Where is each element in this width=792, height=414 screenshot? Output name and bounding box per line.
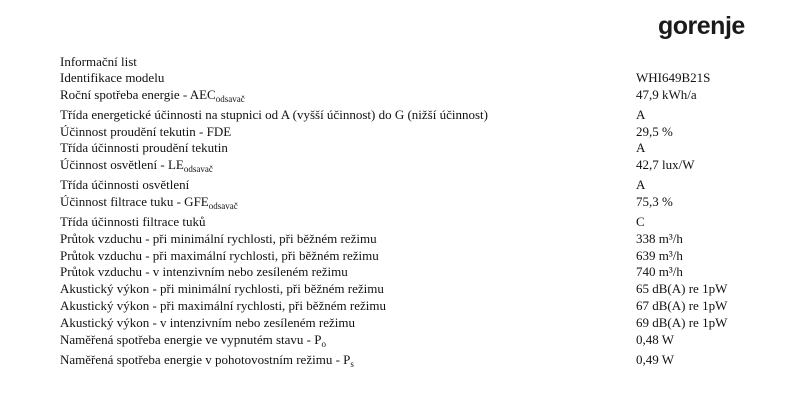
row-label: Naměřená spotřeba energie ve vypnutém stavu - $P_o$ [60, 331, 326, 349]
row-label: Účinnost proudění tekutin - FDE [60, 123, 232, 139]
sheet-title-row [60, 54, 760, 70]
table-row [60, 87, 760, 107]
row-label-subscript: odsavač [208, 200, 238, 211]
row-value: 29,5 % [636, 123, 673, 139]
row-value: 47,9 kWh/a [636, 86, 697, 102]
row-label: Průtok vzduchu - při minimální rychlosti, při běžném režimu [60, 230, 377, 246]
sheet-title: Informační list [60, 54, 137, 69]
table-row [60, 194, 760, 214]
row-label: Roční spotřeba energie - $AEC_{odsavač}$ [60, 86, 245, 104]
row-value: A [636, 140, 646, 156]
table-row [60, 352, 760, 372]
row-label: Třída účinnosti proudění tekutin [60, 140, 228, 156]
row-value: 639 m³/h [636, 247, 683, 263]
table-row [60, 298, 760, 315]
row-label: Třída energetické účinnosti na stupnici od A (vyšší účinnost) do G (nižší účinnost) [60, 106, 488, 122]
row-value: 0,49 W [636, 351, 675, 367]
row-label: Průtok vzduchu - při maximální rychlosti, při běžném režimu [60, 247, 379, 263]
information-sheet [60, 54, 760, 372]
table-row [60, 315, 760, 332]
row-value: 67 dB(A) re 1pW [636, 297, 728, 313]
row-value: 740 m³/h [636, 264, 683, 280]
row-value: A [636, 177, 646, 193]
row-label: Účinnost osvětlení - $LE_{odsavač}$ [60, 157, 213, 175]
row-label: Třída účinnosti filtrace tuků [60, 213, 206, 229]
row-label-subscript: odsavač [215, 93, 245, 104]
row-value: 75,3 % [636, 193, 673, 209]
row-label-subscript: s [350, 358, 354, 369]
table-row [60, 332, 760, 352]
table-row [60, 214, 760, 231]
row-label: Akustický výkon - při maximální rychlosti, při běžném režimu [60, 297, 387, 313]
table-row [60, 107, 760, 124]
row-value: C [636, 213, 645, 229]
table-row [60, 140, 760, 157]
row-label: Průtok vzduchu - v intenzivním nebo zesíleném režimu [60, 264, 348, 280]
row-label: Akustický výkon - v intenzivním nebo zesíleném režimu [60, 314, 355, 330]
row-label: Účinnost filtrace tuku - $GFE_{odsavač}$ [60, 193, 238, 211]
row-label-subscript: o [321, 338, 326, 349]
row-value: 338 m³/h [636, 230, 683, 246]
row-label: Akustický výkon - při minimální rychlosti, při běžném režimu [60, 281, 384, 297]
row-value: 69 dB(A) re 1pW [636, 314, 728, 330]
row-value: 42,7 lux/W [636, 157, 695, 173]
table-row [60, 157, 760, 177]
table-row [60, 281, 760, 298]
row-label: Naměřená spotřeba energie v pohotovostním režimu - $P_s$ [60, 351, 354, 369]
row-value: 65 dB(A) re 1pW [636, 281, 728, 297]
table-row [60, 248, 760, 265]
row-label: Třída účinnosti osvětlení [60, 177, 190, 193]
table-row [60, 124, 760, 141]
brand-logo: gorenje [658, 12, 745, 40]
table-row [60, 231, 760, 248]
table-row [60, 264, 760, 281]
row-value: 0,48 W [636, 331, 675, 347]
row-label-subscript: odsavač [183, 164, 213, 175]
table-row [60, 70, 760, 87]
row-value: WHI649B21S [636, 70, 711, 85]
table-row [60, 177, 760, 194]
row-label: Identifikace modelu [60, 70, 165, 85]
row-value: A [636, 106, 646, 122]
